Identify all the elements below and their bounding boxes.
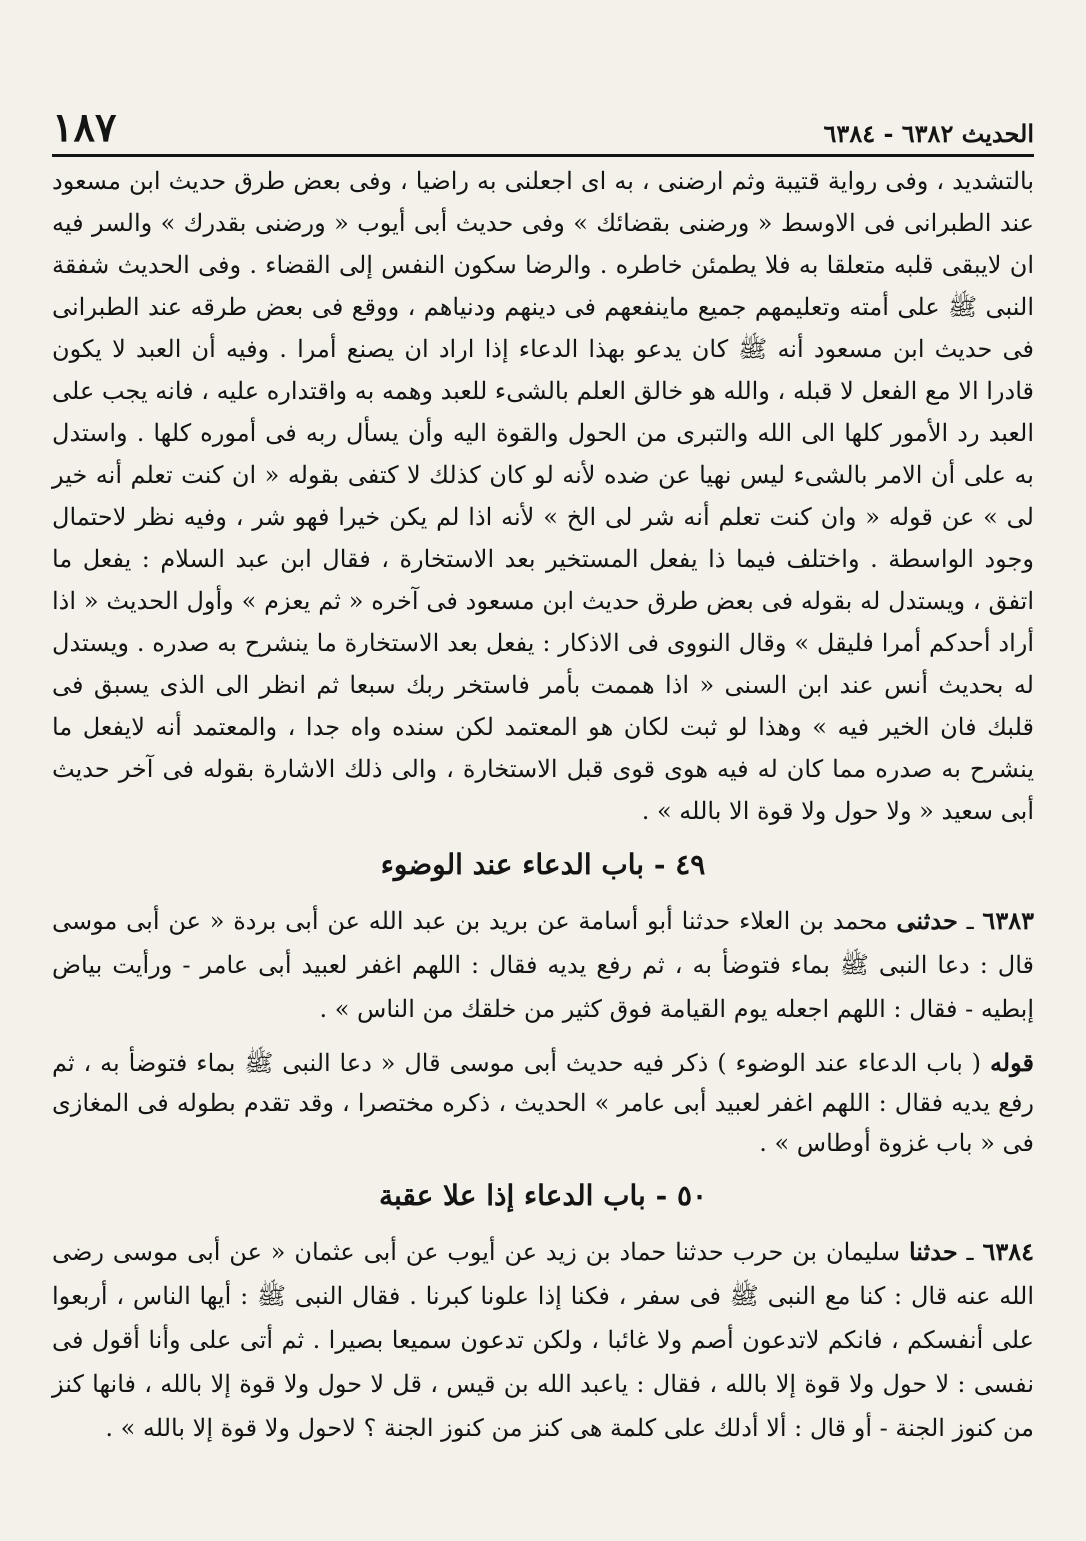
hadith-6383	[52, 899, 1034, 1031]
commentary-top	[52, 160, 1034, 832]
commentary-text: ( باب الدعاء عند الوضوء ) ذكر فيه حديث أبى موسى قال « دعا النبى ﷺ بماء فتوضأ به ، ثم رفع يديه فقال : اللهم اغفر لعبيد أبى عامر » الحديث ، ذكره مختصرا ، وقد تقدم بطوله فى المغازى فى « باب غزوة أوطاس » .	[52, 1049, 1034, 1157]
hadith-text: سليمان بن حرب حدثنا حماد بن زيد عن أيوب عن أبى عثمان « عن أبى موسى رضى الله عنه قال : كنا مع النبى ﷺ فى سفر ، فكنا إذا علونا كبرنا . فقال النبى ﷺ : أيها الناس ، أربعوا على أنفسكم ، فانكم لاتدعون أصم ولا غائبا ، ولكن تدعون سميعا بصيرا . ثم أتى على وأنا أقول فى نفسى : لا حول ولا قوة إلا بالله ، فقال : ياعبد الله بن قيس ، قل لا حول ولا قوة إلا بالله ، فانها كنز من كنوز الجنة - أو قال : ألا أدلك على كلمة هى كنز من كنوز الجنة ؟ لاحول ولا قوة إلا بالله » .	[52, 1238, 1034, 1442]
hadith-number: ٦٣٨٤	[982, 1237, 1034, 1266]
hadith-commentary-paragraph	[52, 1043, 1034, 1163]
chapter-heading-49: ٤٩ - باب الدعاء عند الوضوء	[380, 848, 706, 881]
hadith-opening: حدثنا	[908, 1237, 958, 1266]
hadith-text: محمد بن العلاء حدثنا أبو أسامة عن بريد بن عبد الله عن أبى بردة « عن أبى موسى قال : دعا النبى ﷺ بماء فتوضأ به ، ثم رفع يديه فقال : اللهم اغفر لعبيد أبى عامر - ورأيت بياض إبطيه - فقال : اللهم اجعله يوم القيامة فوق كثير من خلقك من الناس » .	[52, 907, 1034, 1023]
hadith-paragraph: ٦٣٨٤ ـ حدثنا سليمان بن حرب حدثنا حماد بن زيد عن أيوب عن أبى عثمان « عن أبى موسى رضى الله عنه قال : كنا مع النبى ﷺ فى سفر ، فكنا إذا علونا كبرنا . فقال النبى ﷺ : أيها الناس ، أربعوا على أنفسكم ، فانكم لاتدعون أصم ولا غائبا ، ولكن تدعون سميعا بصيرا . ثم أتى على وأنا أقول فى نفسى : لا حول ولا قوة إلا بالله ، فقال : ياعبد الله بن قيس ، قل لا حول ولا قوة إلا بالله ، فانها كنز من كنوز الجنة - أو قال : ألا أدلك على كلمة هى كنز من كنوز الجنة ؟ لاحول ولا قوة إلا بالله » .	[52, 1237, 1034, 1442]
page-content	[52, 160, 1034, 1450]
chapter-heading-50: ٥٠ - باب الدعاء إذا علا عقبة	[378, 1179, 708, 1212]
page-number: ١٨٧	[52, 104, 117, 151]
commentary-paragraph: بالتشديد ، وفى رواية قتيبة وثم ارضنى ، به اى اجعلنى به راضيا ، وفى بعض طرق حديث ابن مسعود عند الطبرانى فى الاوسط « ورضنى بقضائك » وفى حديث أبى أيوب « ورضنى بقدرك » والسر فيه ان لايبقى قلبه متعلقا به فلا يطمئن خاطره . والرضا سكون النفس إلى القضاء . وفى الحديث شفقة النبى ﷺ على أمته وتعليمهم جميع ماينفعهم فى دينهم ودنياهم ، ووقع فى بعض طرقه عند الطبرانى فى حديث ابن مسعود أنه ﷺ كان يدعو بهذا الدعاء إذا اراد ان يصنع أمرا . وفيه أن العبد لا يكون قادرا الا مع الفعل لا قبله ، والله هو خالق العلم بالشىء للعبد وهمه به واقتداره عليه ، فانه يجب على العبد رد الأمور كلها الى الله والتبرى من الحول والقوة اليه وأن يسأل ربه فى أموره كلها . واستدل به على أن الامر بالشىء ليس نهيا عن ضده لأنه لو كان كذلك لا كتفى بقوله « ان كنت تعلم أنه خير لى » عن قوله « وان كنت تعلم أنه شر لى الخ » لأنه اذا لم يكن خيرا فهو شر ، وفيه نظر لاحتمال وجود الواسطة . واختلف فيما ذا يفعل المستخير بعد الاستخارة ، فقال ابن عبد السلام : يفعل ما اتفق ، ويستدل له بقوله فى بعض طرق حديث ابن مسعود فى آخره « ثم يعزم » وأول الحديث « اذا أراد أحدكم أمرا فليقل » وقال النووى فى الاذكار : يفعل بعد الاستخارة ما ينشرح به صدره . ويستدل له بحديث أنس عند ابن السنى « اذا هممت بأمر فاستخر ربك سبعا ثم انظر الى الذى يسبق فى قلبك فان الخير فيه » وهذا لو ثبت لكان هو المعتمد لكن سنده واه جدا ، والمعتمد أنه لايفعل ما ينشرح به صدره مما كان له فيه هوى قوى قبل الاستخارة ، والى ذلك الاشارة بقوله فى آخر حديث أبى سعيد « ولا حول ولا قوة الا بالله » .	[52, 167, 1035, 825]
running-header	[52, 104, 1034, 157]
hadith-opening: حدثنى	[896, 906, 958, 935]
hadith-number: ٦٣٨٣	[982, 906, 1034, 935]
hadith-commentary-49	[52, 1043, 1034, 1163]
hadith-6384	[52, 1230, 1034, 1450]
hadith-paragraph: ٦٣٨٣ ـ حدثنى محمد بن العلاء حدثنا أبو أسامة عن بريد بن عبد الله عن أبى بردة « عن أبى موسى قال : دعا النبى ﷺ بماء فتوضأ به ، ثم رفع يديه فقال : اللهم اغفر لعبيد أبى عامر - ورأيت بياض إبطيه - فقال : اللهم اجعله يوم القيامة فوق كثير من خلقك من الناس » .	[52, 906, 1034, 1023]
commentary-lead: قوله	[989, 1048, 1034, 1077]
running-title: الحديث ٦٣٨٢ - ٦٣٨٤	[823, 119, 1034, 148]
